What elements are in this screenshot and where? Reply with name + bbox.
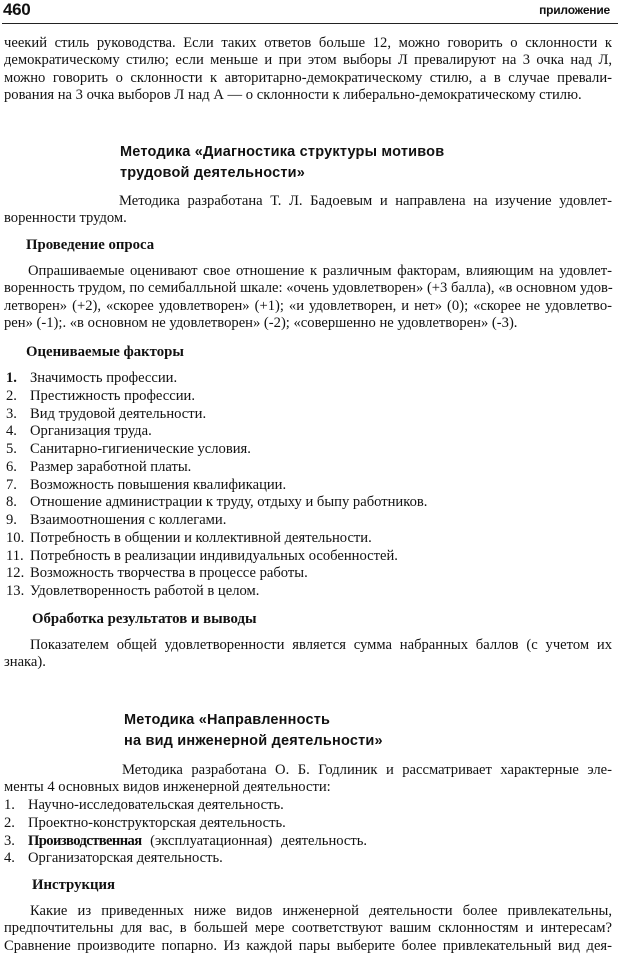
list-item bbox=[6, 530, 427, 548]
text-line: Какие из приведенных ниже видов инженерной деятельности более привлекательны, bbox=[30, 903, 612, 919]
list-item bbox=[4, 850, 367, 868]
list-item bbox=[6, 494, 427, 512]
list-item bbox=[6, 441, 427, 459]
text-line: Сравнение производите попарно. Из каждой пары выберите более привлекательный вид дея- bbox=[4, 937, 612, 954]
text-line: воренность трудом, по семибалльной шкале: «очень удовлетворен» (+3 балла), «в основном удов- bbox=[4, 280, 613, 297]
list-text: Потребность в общении и коллективной деятельности. bbox=[30, 529, 372, 546]
list-text: Престижность профессии. bbox=[30, 387, 195, 404]
list-number: 2. bbox=[6, 387, 17, 404]
text-line: Методика разработана Т. Л. Бадоевым и направлена на изучение удовлет- bbox=[119, 193, 612, 209]
text-line: рования на 3 очка выборов Л над А — о склонности к либерально-демократическому стилю. bbox=[4, 87, 582, 104]
text-line: можно говорить о склонности к авторитарно-демократическому стилю, а в случае превали- bbox=[4, 69, 612, 86]
factors-heading: Оцениваемые факторы bbox=[26, 344, 184, 360]
list-text: Возможность повышения квалификации. bbox=[30, 476, 287, 493]
list-number: 10. bbox=[6, 529, 25, 546]
list-item bbox=[6, 548, 427, 566]
list-item bbox=[6, 477, 427, 495]
list-item bbox=[6, 565, 427, 583]
list-item bbox=[4, 833, 367, 851]
list-number: 1. bbox=[6, 370, 17, 386]
list-item bbox=[6, 406, 427, 424]
list-item bbox=[6, 512, 427, 530]
list-item bbox=[6, 583, 427, 601]
method1-title-line: Методика «Диагностика структуры мотивов bbox=[120, 144, 445, 160]
method1-title bbox=[120, 142, 444, 184]
list-text: Размер заработной платы. bbox=[30, 458, 192, 475]
kinds-list bbox=[4, 797, 367, 868]
list-item bbox=[6, 459, 427, 477]
text-line: предпочтительны для вас, в большей мере соответствуют вашим склонностям и интересам? bbox=[4, 920, 612, 937]
instruction-paragraph bbox=[4, 903, 612, 955]
list-number: 8. bbox=[6, 494, 17, 511]
instruction-heading: Инструкция bbox=[32, 877, 116, 893]
list-number: 4. bbox=[4, 850, 15, 867]
method2-title-line: Методика «Направленность bbox=[124, 712, 331, 728]
text-line: воренности трудом. bbox=[4, 210, 127, 227]
list-item bbox=[6, 423, 427, 441]
survey-paragraph bbox=[4, 263, 612, 333]
intro-paragraph bbox=[4, 35, 612, 105]
list-text: Научно-исследовательская деятельность. bbox=[28, 797, 284, 813]
list-text: Организация труда. bbox=[30, 423, 152, 440]
method1-title-line: трудовой деятельности» bbox=[120, 165, 306, 181]
text-line: менты 4 основных видов инженерной деятельности: bbox=[4, 779, 331, 796]
list-text: Взаимоотношения с коллегами. bbox=[30, 512, 227, 528]
results-heading: Обработка результатов и выводы bbox=[32, 611, 257, 627]
method2-title bbox=[124, 710, 383, 752]
list-number: 5. bbox=[6, 441, 17, 457]
list-number: 3. bbox=[4, 832, 15, 849]
list-item bbox=[4, 815, 367, 833]
factors-list bbox=[6, 370, 427, 601]
list-number: 7. bbox=[6, 476, 17, 493]
method2-title-line: на вид инженерной деятельности» bbox=[124, 733, 383, 749]
method2-intro bbox=[4, 762, 612, 797]
list-text: Проектно-конструкторская деятельность. bbox=[28, 814, 286, 831]
list-text: Возможность творчества в процессе работы. bbox=[30, 565, 308, 582]
method1-intro bbox=[4, 193, 612, 228]
list-number: 13. bbox=[6, 583, 25, 599]
list-text: Санитарно-гигиенические условия. bbox=[30, 441, 251, 457]
page-number: 460 bbox=[3, 0, 31, 19]
list-text-bold: Производственная bbox=[28, 832, 142, 849]
text-line: знака). bbox=[4, 654, 46, 671]
list-text: Отношение администрации к труду, отдыху и быпу работников. bbox=[30, 494, 428, 511]
results-paragraph bbox=[4, 637, 612, 672]
text-line: Опрашиваемые оценивают свое отношение к различным факторам, влияющим на удовлет- bbox=[28, 263, 612, 279]
list-text: (эксплуатационная) деятельность. bbox=[141, 832, 368, 849]
list-number: 9. bbox=[6, 512, 17, 528]
text-line: летворен» (+2), «скорее удовлетворен» (+1); «и удовлетворен, и нет» (0); «скорее не удовлетво- bbox=[4, 297, 612, 314]
list-number: 11. bbox=[6, 547, 24, 564]
list-text: Значимость профессии. bbox=[30, 370, 178, 386]
list-text: Потребность в реализации индивидуальных особенностей. bbox=[30, 547, 398, 564]
list-number: 6. bbox=[6, 458, 17, 475]
list-item bbox=[6, 370, 427, 388]
list-text: Вид трудовой деятельности. bbox=[30, 405, 207, 422]
list-number: 4. bbox=[6, 423, 17, 440]
header-rule bbox=[2, 23, 618, 24]
list-text: Удовлетворенность работой в целом. bbox=[30, 583, 260, 599]
list-number: 2. bbox=[4, 814, 15, 831]
text-line: демократическому стилю; если меньше и при этом выборы Л превалируют на 3 очка над Л, bbox=[4, 52, 612, 69]
list-item bbox=[6, 388, 427, 406]
text-line: Методика разработана О. Б. Годлиник и рассматривает характерные эле- bbox=[122, 762, 612, 778]
text-line: Показателем общей удовлетворенности является сумма набранных баллов (с учетом их bbox=[30, 637, 612, 653]
list-number: 1. bbox=[4, 797, 15, 813]
list-number: 12. bbox=[6, 565, 25, 582]
list-item bbox=[4, 797, 367, 815]
list-number: 3. bbox=[6, 405, 17, 422]
text-line: рен» (-1);. «в основном не удовлетворен» (-2); «совершенно не удовлетворен» (-3). bbox=[4, 315, 518, 332]
survey-heading: Проведение опроса bbox=[26, 237, 155, 253]
list-text: Организаторская деятельность. bbox=[28, 850, 223, 867]
text-line: чеекий стиль руководства. Если таких ответов больше 12, можно говорить о склонности к bbox=[4, 35, 612, 51]
running-head: приложение bbox=[539, 3, 610, 17]
